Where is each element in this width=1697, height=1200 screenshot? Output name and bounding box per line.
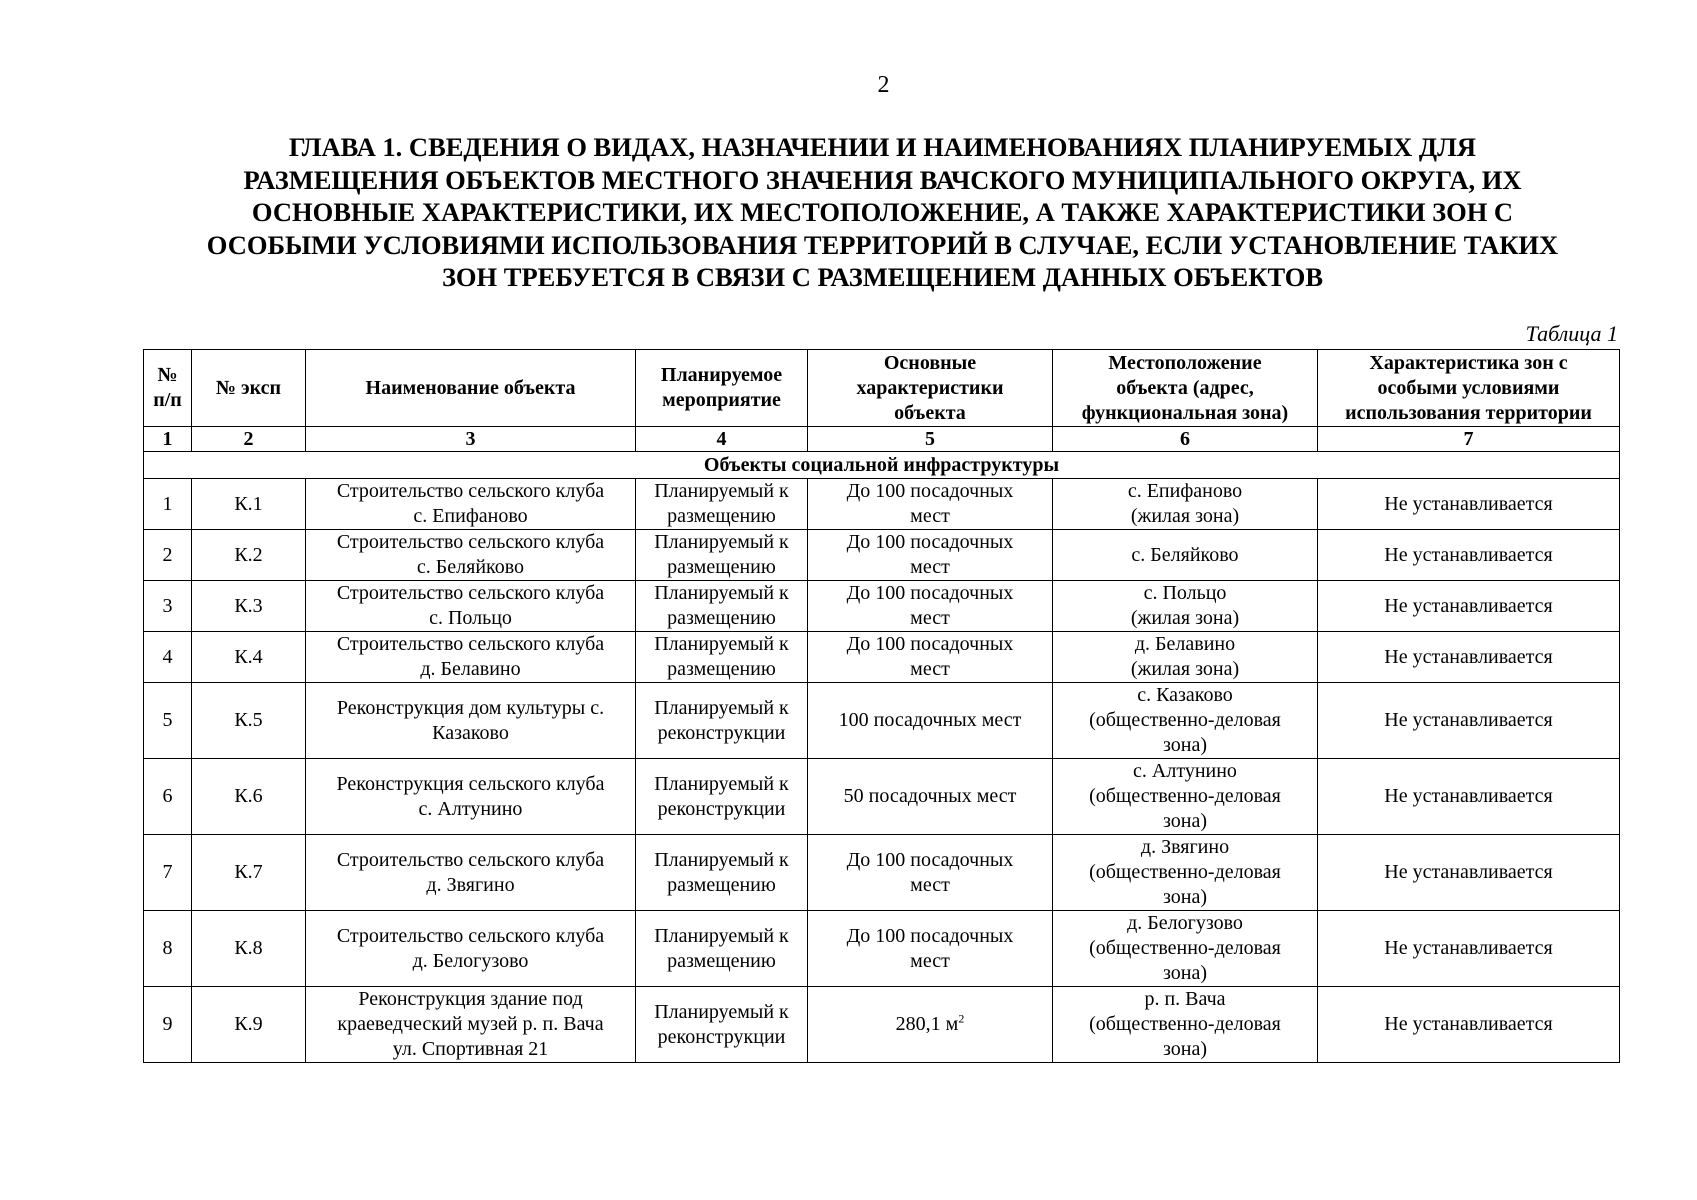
area-unit-exponent: 2 — [958, 1011, 965, 1026]
cell-text-line: мест — [910, 658, 950, 680]
location-cell — [1053, 759, 1318, 835]
cell-text-line: До 100 посадочных — [846, 924, 1014, 947]
column-number: 7 — [1318, 427, 1620, 452]
cell-text-line: Планируемый к — [654, 582, 789, 604]
location-cell — [1053, 530, 1318, 581]
planned-action-cell — [636, 530, 808, 581]
header-text-line: объекта (адрес, — [1116, 376, 1254, 399]
cell-text-line: с. Алтунино — [418, 797, 523, 820]
cell-text-line: (общественно-деловая — [1089, 1013, 1281, 1035]
zones-cell: Не устанавливается — [1318, 759, 1620, 835]
header-characteristics — [808, 350, 1053, 427]
cell-text-line: размещению — [667, 949, 776, 972]
column-number: 6 — [1053, 427, 1318, 452]
cell-text-line: Планируемый к — [654, 531, 789, 553]
cell-text-line: 50 посадочных мест — [843, 785, 1017, 807]
cell-text-line: зона) — [1162, 1038, 1208, 1060]
zones-cell: Не устанавливается — [1318, 987, 1620, 1063]
row-number-cell: 5 — [144, 683, 192, 759]
location-cell — [1053, 479, 1318, 530]
exp-code-cell: К.7 — [192, 835, 306, 911]
zones-cell: Не устанавливается — [1318, 683, 1620, 759]
cell-text-line: До 100 посадочных — [846, 848, 1014, 871]
planned-action-cell — [636, 987, 808, 1063]
chapter-title-line: ОСОБЫМИ УСЛОВИЯМИ ИСПОЛЬЗОВАНИЯ ТЕРРИТОРИЙ В СЛУЧАЕ, ЕСЛИ УСТАНОВЛЕНИЕ ТАКИХ — [206, 229, 1559, 260]
cell-text-line: реконструкции — [657, 1025, 786, 1048]
zones-cell: Не устанавливается — [1318, 581, 1620, 632]
table-row — [144, 632, 1620, 683]
exp-code-cell: К.2 — [192, 530, 306, 581]
cell-text-line: размещению — [667, 607, 776, 629]
table-row — [144, 479, 1620, 530]
cell-text-line: Реконструкция здание под — [358, 988, 583, 1010]
location-cell — [1053, 632, 1318, 683]
table-row — [144, 581, 1620, 632]
cell-text-line: зона) — [1162, 734, 1208, 756]
table-row — [144, 683, 1620, 759]
cell-text-line: размещению — [667, 505, 776, 527]
location-cell — [1053, 683, 1318, 759]
cell-text-line: мест — [910, 949, 950, 972]
cell-text-line: д. Белавино — [1134, 633, 1236, 655]
table-row — [144, 759, 1620, 835]
header-text-line: функциональная зона) — [1081, 401, 1289, 424]
cell-text-line: зона) — [1162, 886, 1208, 908]
planned-action-cell — [636, 581, 808, 632]
cell-text-line: Планируемый к — [654, 696, 789, 719]
column-number: 2 — [192, 427, 306, 452]
cell-text-line: зона) — [1162, 810, 1208, 832]
page-number: 2 — [877, 72, 890, 98]
location-cell — [1053, 581, 1318, 632]
cell-text-line: мест — [910, 873, 950, 896]
cell-text-line: 100 посадочных мест — [838, 709, 1022, 731]
object-name-cell — [306, 479, 636, 530]
location-cell — [1053, 911, 1318, 987]
objects-table — [143, 349, 1620, 1063]
planned-action-cell — [636, 835, 808, 911]
characteristics-cell — [808, 530, 1053, 581]
header-text-line: № — [157, 364, 178, 386]
chapter-title-line: ЗОН ТРЕБУЕТСЯ В СВЯЗИ С РАЗМЕЩЕНИЕМ ДАННЫХ ОБЪЕКТОВ — [441, 262, 1324, 292]
cell-text-line: Строительство сельского клуба — [336, 480, 605, 502]
exp-code-cell: К.9 — [192, 987, 306, 1063]
column-number: 1 — [144, 427, 192, 452]
object-name-cell — [306, 530, 636, 581]
cell-text-line: Планируемый к — [654, 1000, 789, 1023]
object-name-cell — [306, 632, 636, 683]
table-row — [144, 987, 1620, 1063]
exp-code-cell: К.5 — [192, 683, 306, 759]
characteristics-cell — [808, 632, 1053, 683]
cell-text-line: с. Польцо — [429, 607, 512, 629]
cell-text-line: Планируемый к — [654, 848, 789, 871]
zones-cell: Не устанавливается — [1318, 835, 1620, 911]
table-row — [144, 835, 1620, 911]
cell-text-line: с. Казаково — [1137, 684, 1233, 706]
planned-action-cell — [636, 632, 808, 683]
cell-text-line: Строительство сельского клуба — [336, 848, 605, 871]
row-number-cell: 8 — [144, 911, 192, 987]
object-name-cell — [306, 683, 636, 759]
cell-text-line: ул. Спортивная 21 — [392, 1038, 549, 1060]
cell-text-line: мест — [910, 607, 950, 629]
cell-text-line: мест — [910, 556, 950, 578]
header-text-line: Основные — [883, 351, 977, 374]
cell-text-line: (жилая зона) — [1130, 505, 1240, 527]
cell-text-line: краеведческий музей р. п. Вача — [337, 1013, 604, 1035]
column-number: 5 — [808, 427, 1053, 452]
cell-text-line: д. Звягино — [1140, 836, 1230, 858]
header-text-line: п/п — [153, 389, 182, 411]
cell-text-line: До 100 посадочных — [846, 633, 1014, 655]
header-planned-action — [636, 350, 808, 427]
object-name-cell — [306, 987, 636, 1063]
header-text-line: использования территории — [1345, 401, 1592, 424]
planned-action-cell — [636, 683, 808, 759]
section-title: Объекты социальной инфраструктуры — [144, 452, 1620, 479]
table-row — [144, 911, 1620, 987]
cell-text-line: Планируемый к — [654, 772, 789, 795]
cell-text-line: размещению — [667, 556, 776, 578]
characteristics-cell — [808, 581, 1053, 632]
zones-cell: Не устанавливается — [1318, 479, 1620, 530]
column-number: 4 — [636, 427, 808, 452]
object-name-cell — [306, 759, 636, 835]
cell-text-line: Строительство сельского клуба — [336, 633, 605, 655]
header-text-line: Местоположение — [1108, 351, 1262, 374]
characteristics-cell — [808, 911, 1053, 987]
zones-cell: Не устанавливается — [1318, 632, 1620, 683]
characteristics-cell — [808, 759, 1053, 835]
cell-text-line: размещению — [667, 873, 776, 896]
row-number-cell: 3 — [144, 581, 192, 632]
cell-text-line: Реконструкция сельского клуба — [336, 772, 605, 795]
cell-text-line: Планируемый к — [654, 480, 789, 502]
cell-text-line: (жилая зона) — [1130, 658, 1240, 680]
location-cell — [1053, 835, 1318, 911]
cell-text-line: реконструкции — [657, 797, 786, 820]
header-row — [144, 350, 1620, 427]
exp-code-cell: К.4 — [192, 632, 306, 683]
header-text-line: особыми условиями — [1377, 376, 1560, 399]
exp-code-cell: К.1 — [192, 479, 306, 530]
chapter-title-line: РАЗМЕЩЕНИЯ ОБЪЕКТОВ МЕСТНОГО ЗНАЧЕНИЯ ВАЧСКОГО МУНИЦИПАЛЬНОГО ОКРУГА, ИХ — [243, 164, 1522, 195]
cell-text-line: Строительство сельского клуба — [336, 582, 605, 604]
cell-text-line: Казаково — [432, 721, 509, 744]
section-row — [144, 452, 1620, 479]
row-number-cell: 6 — [144, 759, 192, 835]
header-text-line: № эксп — [215, 376, 282, 399]
cell-text-line: д. Белогузово — [412, 949, 529, 972]
cell-text-line: До 100 посадочных — [846, 480, 1014, 502]
chapter-title-line: ОСНОВНЫЕ ХАРАКТЕРИСТИКИ, ИХ МЕСТОПОЛОЖЕНИЕ, А ТАКЖЕ ХАРАКТЕРИСТИКИ ЗОН С — [251, 197, 1514, 227]
exp-code-cell: К.6 — [192, 759, 306, 835]
row-number-cell: 2 — [144, 530, 192, 581]
header-exp-number — [192, 350, 306, 427]
characteristics-cell — [808, 987, 1053, 1063]
planned-action-cell — [636, 759, 808, 835]
cell-text-line: (жилая зона) — [1130, 607, 1240, 629]
characteristics-cell — [808, 479, 1053, 530]
zones-cell: Не устанавливается — [1318, 530, 1620, 581]
cell-text-line: д. Белогузово — [1127, 912, 1243, 934]
column-number: 3 — [306, 427, 636, 452]
location-cell — [1053, 987, 1318, 1063]
object-name-cell — [306, 581, 636, 632]
header-text-line: Наименование объекта — [365, 376, 576, 399]
cell-text-line: реконструкции — [657, 721, 786, 744]
chapter-title-line: ГЛАВА 1. СВЕДЕНИЯ О ВИДАХ, НАЗНАЧЕНИИ И НАИМЕНОВАНИЯХ ПЛАНИРУЕМЫХ ДЛЯ — [288, 132, 1477, 162]
characteristics-cell — [808, 683, 1053, 759]
cell-text-line: с. Польцо — [1143, 582, 1227, 604]
cell-text-line: с. Беляйково — [1131, 543, 1239, 566]
cell-text-line: с. Беляйково — [416, 556, 525, 578]
header-zones — [1318, 350, 1620, 427]
header-text-line: мероприятие — [662, 389, 781, 411]
cell-text-line: с. Алтунино — [1133, 760, 1237, 782]
cell-text-line: с. Епифаново — [413, 505, 528, 527]
cell-text-line: Планируемый к — [654, 633, 789, 655]
exp-code-cell: К.8 — [192, 911, 306, 987]
cell-text-line: (общественно-деловая — [1089, 937, 1281, 959]
object-name-cell — [306, 835, 636, 911]
cell-text-line: д. Звягино — [426, 873, 515, 896]
cell-text-line: Планируемый к — [654, 924, 789, 947]
table-row — [144, 530, 1620, 581]
planned-action-cell — [636, 911, 808, 987]
row-number-cell: 7 — [144, 835, 192, 911]
header-location — [1053, 350, 1318, 427]
header-text-line: Планируемое — [660, 364, 783, 386]
cell-text-line: (общественно-деловая — [1089, 861, 1281, 883]
row-number-cell: 9 — [144, 987, 192, 1063]
exp-code-cell: К.3 — [192, 581, 306, 632]
cell-text-line: Строительство сельского клуба — [336, 531, 605, 553]
row-number-cell: 4 — [144, 632, 192, 683]
cell-text-line: размещению — [667, 658, 776, 680]
header-text-line: объекта — [894, 401, 966, 424]
area-value: 280,1 м — [895, 1013, 959, 1035]
column-number-row — [144, 427, 1620, 452]
table-caption: Таблица 1 — [1525, 321, 1618, 346]
cell-text-line: с. Епифаново — [1127, 480, 1243, 502]
header-object-name — [306, 350, 636, 427]
row-number-cell: 1 — [144, 479, 192, 530]
cell-text-line: р. п. Вача — [1144, 988, 1226, 1010]
chapter-title — [140, 131, 1625, 294]
cell-text-line: Реконструкция дом культуры с. — [336, 696, 605, 719]
cell-text-line: (общественно-деловая — [1089, 709, 1281, 731]
cell-text-line: мест — [910, 505, 950, 527]
planned-action-cell — [636, 479, 808, 530]
zones-cell: Не устанавливается — [1318, 911, 1620, 987]
header-text-line: Характеристика зон с — [1369, 351, 1568, 374]
header-text-line: характеристики — [856, 376, 1004, 399]
cell-text-line: До 100 посадочных — [846, 531, 1014, 553]
cell-text-line: д. Белавино — [420, 658, 521, 680]
cell-text-line: Строительство сельского клуба — [336, 924, 605, 947]
cell-text-line: (общественно-деловая — [1089, 785, 1281, 807]
object-name-cell — [306, 911, 636, 987]
cell-text-line: зона) — [1162, 962, 1208, 984]
header-row-number — [144, 350, 192, 427]
cell-text-line: До 100 посадочных — [846, 582, 1014, 604]
characteristics-cell — [808, 835, 1053, 911]
